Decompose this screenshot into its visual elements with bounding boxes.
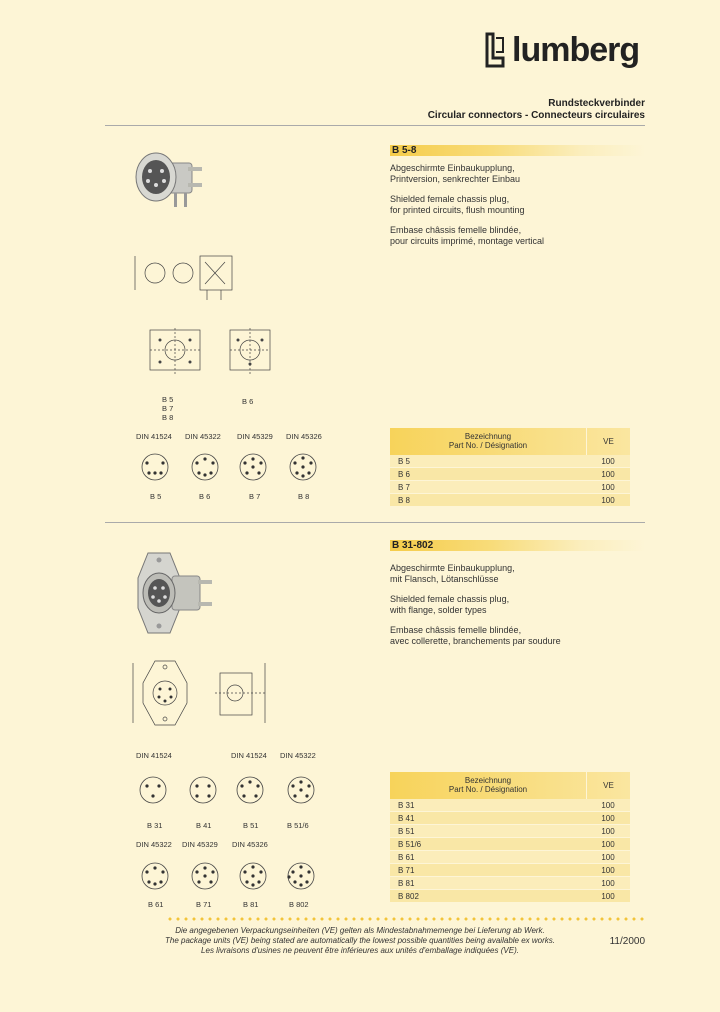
dimension-drawings-2 bbox=[125, 655, 275, 730]
cell-part: B 5 bbox=[398, 457, 411, 466]
brand-name: lumberg bbox=[512, 30, 640, 69]
cell-part: B 802 bbox=[398, 892, 419, 901]
desc-en-1: Shielded female chassis plug, bbox=[390, 594, 510, 604]
table-row bbox=[390, 838, 630, 851]
header-line-de: Rundsteckverbinder bbox=[548, 98, 645, 109]
cell-part: B 6 bbox=[398, 470, 411, 479]
connector-photo-b31-802 bbox=[128, 548, 218, 638]
header-designation-de: Bezeichnung bbox=[464, 432, 512, 441]
publication-date: 11/2000 bbox=[609, 936, 645, 947]
cell-ve: 100 bbox=[601, 827, 615, 836]
cell-part: B 81 bbox=[398, 879, 415, 888]
cell-ve: 100 bbox=[601, 470, 615, 479]
cell-part: B 31 bbox=[398, 801, 415, 810]
desc-en-2: for printed circuits, flush mounting bbox=[390, 205, 525, 215]
header-divider bbox=[105, 125, 645, 126]
din-label: DIN 41524 bbox=[136, 751, 172, 760]
cell-part: B 7 bbox=[398, 483, 411, 492]
header-designation bbox=[390, 772, 586, 799]
cell-ve: 100 bbox=[601, 866, 615, 875]
pin-label: B 802 bbox=[289, 900, 309, 909]
desc-fr-2: avec collerette, branchements par soudure bbox=[390, 636, 561, 646]
desc-de-1: Abgeschirmte Einbaukupplung, bbox=[390, 563, 515, 573]
pin-label: B 8 bbox=[298, 492, 310, 501]
cell-part: B 51 bbox=[398, 827, 415, 836]
cell-ve: 100 bbox=[601, 892, 615, 901]
table-row bbox=[390, 877, 630, 890]
din-label: DIN 45329 bbox=[182, 840, 218, 849]
table-row bbox=[390, 468, 630, 481]
drawing-label-b5: B 5 bbox=[162, 395, 174, 404]
dimension-drawing-side-1 bbox=[125, 248, 240, 303]
din-label: DIN 45322 bbox=[280, 751, 316, 760]
cell-ve: 100 bbox=[601, 457, 615, 466]
table-row bbox=[390, 825, 630, 838]
pin-label: B 51 bbox=[243, 821, 259, 830]
table-row bbox=[390, 890, 630, 903]
desc-de-2: mit Flansch, Lötanschlüsse bbox=[390, 574, 499, 584]
din-label: DIN 45326 bbox=[232, 840, 268, 849]
cell-part: B 41 bbox=[398, 814, 415, 823]
pin-label: B 31 bbox=[147, 821, 163, 830]
table-row bbox=[390, 799, 630, 812]
desc-en-1: Shielded female chassis plug, bbox=[390, 194, 510, 204]
page-header bbox=[428, 98, 645, 122]
din-label: DIN 45322 bbox=[185, 432, 221, 441]
table-header bbox=[390, 428, 630, 455]
brand-logo bbox=[484, 30, 639, 70]
cell-ve: 100 bbox=[601, 801, 615, 810]
desc-en-2: with flange, solder types bbox=[390, 605, 487, 615]
cell-ve: 100 bbox=[601, 814, 615, 823]
section2-description bbox=[390, 563, 561, 656]
table-body bbox=[390, 455, 630, 507]
header-designation-en-fr: Part No. / Désignation bbox=[448, 441, 528, 450]
cell-ve: 100 bbox=[601, 840, 615, 849]
part-table-2 bbox=[390, 772, 630, 903]
lumberg-logo-icon bbox=[484, 30, 506, 70]
cell-ve: 100 bbox=[601, 879, 615, 888]
table-body bbox=[390, 799, 630, 903]
table-header bbox=[390, 772, 630, 799]
cell-part: B 71 bbox=[398, 866, 415, 875]
pin-label: B 5 bbox=[150, 492, 162, 501]
header-designation-en-fr: Part No. / Désignation bbox=[448, 785, 528, 794]
table-row bbox=[390, 494, 630, 507]
table-row bbox=[390, 864, 630, 877]
pin-label: B 51/6 bbox=[287, 821, 309, 830]
cell-part: B 51/6 bbox=[398, 840, 422, 849]
footer-note bbox=[120, 926, 600, 956]
desc-de-1: Abgeschirmte Einbaukupplung, bbox=[390, 163, 515, 173]
pin-label: B 41 bbox=[196, 821, 212, 830]
dimension-drawing-front-1 bbox=[130, 318, 280, 390]
footer-note-en: The package units (VE) being stated are automatically the lowest possible quantities being available ex works. bbox=[165, 936, 555, 945]
din-label: DIN 41524 bbox=[136, 432, 172, 441]
drawing-label-b7: B 7 bbox=[162, 404, 174, 413]
desc-fr-1: Embase châssis femelle blindée, bbox=[390, 225, 522, 235]
pin-layout-diagrams-2b bbox=[125, 852, 335, 898]
din-label: DIN 41524 bbox=[231, 751, 267, 760]
desc-fr-2: pour circuits imprimé, montage vertical bbox=[390, 236, 545, 246]
cell-part: B 61 bbox=[398, 853, 415, 862]
footer-dotted-divider bbox=[166, 917, 646, 921]
pin-layout-diagrams-1 bbox=[125, 445, 335, 490]
footer-note-fr: Les livraisons d'usines ne peuvent être inférieures aux unités d'emballage indiquées (VE). bbox=[201, 946, 519, 955]
drawing-label-b6: B 6 bbox=[242, 397, 254, 406]
header-designation-de: Bezeichnung bbox=[464, 776, 512, 785]
part-table-1 bbox=[390, 428, 630, 507]
section-divider bbox=[105, 522, 645, 523]
din-label: DIN 45322 bbox=[136, 840, 172, 849]
din-label: DIN 45329 bbox=[237, 432, 273, 441]
table-row bbox=[390, 812, 630, 825]
section1-title: B 5-8 bbox=[390, 145, 645, 156]
header-ve: VE bbox=[586, 428, 630, 455]
cell-ve: 100 bbox=[601, 496, 615, 505]
desc-fr-1: Embase châssis femelle blindée, bbox=[390, 625, 522, 635]
pin-layout-diagrams-2a bbox=[125, 762, 335, 812]
pin-label: B 71 bbox=[196, 900, 212, 909]
header-line-en-fr: Circular connectors - Connecteurs circulaires bbox=[427, 110, 645, 121]
cell-part: B 8 bbox=[398, 496, 411, 505]
pin-label: B 7 bbox=[249, 492, 261, 501]
section1-description bbox=[390, 163, 544, 256]
desc-de-2: Printversion, senkrechter Einbau bbox=[390, 174, 521, 184]
drawing-label-b8: B 8 bbox=[162, 413, 174, 422]
connector-photo-b5-8 bbox=[128, 145, 208, 210]
pin-label: B 61 bbox=[148, 900, 164, 909]
table-row bbox=[390, 851, 630, 864]
header-designation bbox=[390, 428, 586, 455]
header-ve: VE bbox=[586, 772, 630, 799]
table-row bbox=[390, 455, 630, 468]
cell-ve: 100 bbox=[601, 853, 615, 862]
pin-label: B 6 bbox=[199, 492, 211, 501]
din-label: DIN 45326 bbox=[286, 432, 322, 441]
section2-title: B 31-802 bbox=[390, 540, 645, 551]
footer-note-de: Die angegebenen Verpackungseinheiten (VE) gelten als Mindestabnahmemenge bei Lieferung ab Werk. bbox=[175, 926, 545, 935]
drawing-labels-b5-b7-b8 bbox=[162, 395, 173, 422]
cell-ve: 100 bbox=[601, 483, 615, 492]
table-row bbox=[390, 481, 630, 494]
pin-label: B 81 bbox=[243, 900, 259, 909]
